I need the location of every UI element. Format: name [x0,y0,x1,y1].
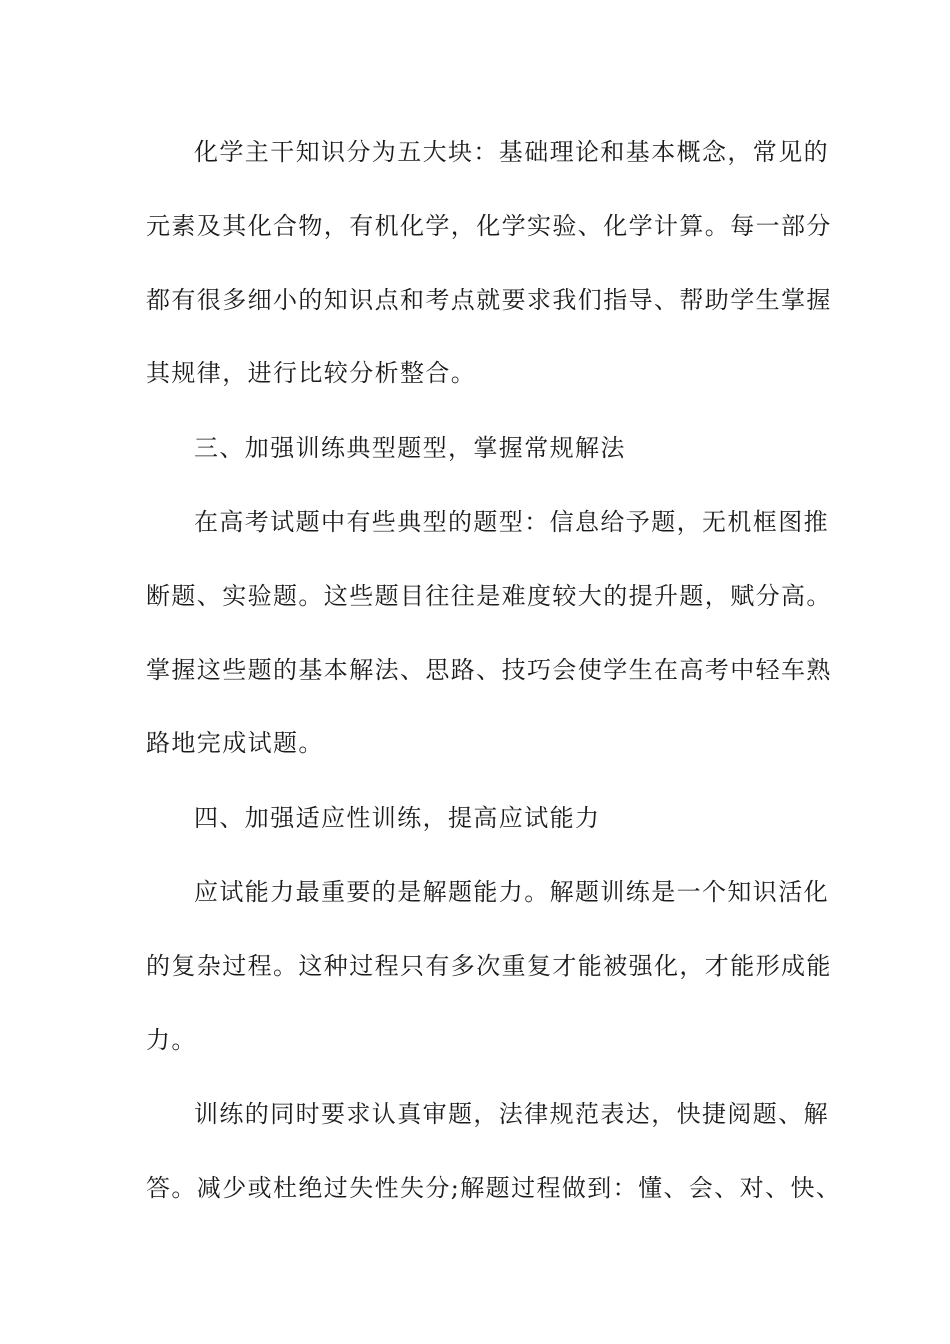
paragraph-line: 元素及其化合物，有机化学，化学实验、化学计算。每一部分 [146,212,832,240]
paragraph-line: 断题、实验题。这些题目往往是难度较大的提升题，赋分高。 [146,582,832,610]
paragraph-line: 在高考试题中有些典型的题型：信息给予题，无机框图推 [194,508,829,536]
paragraph-line: 训练的同时要求认真审题，法律规范表达，快捷阅题、解 [194,1100,829,1128]
section-heading: 三、加强训练典型题型，掌握常规解法 [194,434,626,462]
paragraph-line: 答。减少或杜绝过失性失分;解题过程做到：懂、会、对、快、 [146,1174,842,1202]
paragraph-line: 都有很多细小的知识点和考点就要求我们指导、帮助学生掌握 [146,286,832,314]
paragraph-line: 其规律，进行比较分析整合。 [146,359,477,387]
paragraph-line: 应试能力最重要的是解题能力。解题训练是一个知识活化 [194,878,829,906]
section-heading: 四、加强适应性训练，提高应试能力 [194,804,601,832]
paragraph-line: 化学主干知识分为五大块：基础理论和基本概念，常见的 [194,138,829,166]
paragraph-line: 的复杂过程。这种过程只有多次重复才能被强化，才能形成能 [146,952,832,980]
paragraph-line: 力。 [146,1026,197,1054]
paragraph-line: 路地完成试题。 [146,729,324,757]
paragraph-line: 掌握这些题的基本解法、思路、技巧会使学生在高考中轻车熟 [146,656,832,684]
